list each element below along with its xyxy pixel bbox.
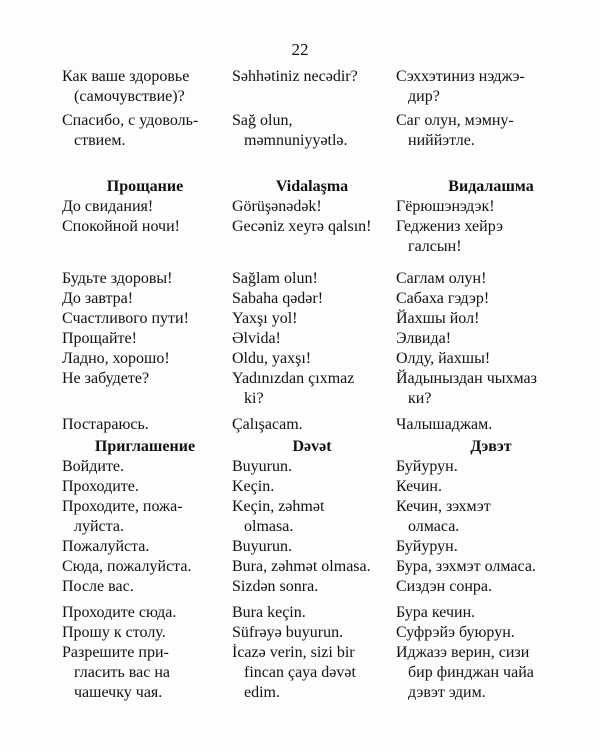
phrase-row — [0, 664, 600, 684]
phrase-row — [0, 88, 600, 108]
phrase-row — [0, 458, 600, 478]
transliteration: Буйурун. — [396, 458, 458, 475]
azerbaijani-phrase: Sizdən sonra. — [232, 578, 319, 595]
transliteration: Кечин. — [396, 478, 442, 495]
transliteration: дир? — [408, 88, 440, 105]
heading-russian: Приглашение — [94, 438, 196, 455]
transliteration: Бура, зэхмэт олмаса. — [396, 558, 536, 575]
russian-phrase: Не забудете? — [62, 370, 150, 387]
phrase-row — [0, 112, 600, 132]
azerbaijani-phrase: Sabaha qədər! — [232, 290, 324, 307]
phrase-row — [0, 68, 600, 88]
phrase-row — [0, 218, 600, 238]
azerbaijani-phrase: Bura keçin. — [232, 604, 306, 621]
phrase-row — [0, 198, 600, 218]
azerbaijani-phrase: Süfrəyə buyurun. — [232, 624, 344, 641]
transliteration: Саг олун, мэмну- — [396, 112, 514, 129]
azerbaijani-phrase: Yaxşı yol! — [232, 310, 298, 327]
phrase-row — [0, 498, 600, 518]
transliteration: Элвида! — [396, 330, 452, 347]
phrase-row — [0, 538, 600, 558]
farewell-section — [0, 178, 600, 436]
russian-phrase: Проходите сюда. — [62, 604, 177, 621]
azerbaijani-phrase: Keçin. — [232, 478, 275, 495]
transliteration: Кечин, зэхмэт — [396, 498, 491, 515]
azerbaijani-phrase: Buyurun. — [232, 458, 292, 475]
transliteration: дэвэт эдим. — [408, 684, 486, 701]
transliteration: бир финджан чайа — [408, 664, 534, 681]
azerbaijani-phrase: Gecəniz xeyrə qalsın! — [232, 218, 372, 235]
russian-phrase: Проходите, пожа- — [62, 498, 183, 515]
phrase-row — [0, 238, 600, 258]
phrase-row — [0, 330, 600, 350]
azerbaijani-phrase: olmasa. — [244, 518, 294, 535]
russian-phrase: Сюда, пожалуйста. — [62, 558, 192, 575]
phrase-row — [0, 478, 600, 498]
azerbaijani-phrase: Görüşənədək! — [232, 198, 322, 215]
phrase-row — [0, 604, 600, 624]
russian-phrase: Разрешите при- — [62, 644, 169, 661]
azerbaijani-phrase: məmnuniyyətlə. — [244, 132, 348, 149]
phrase-row — [0, 644, 600, 664]
azerbaijani-phrase: ki? — [244, 390, 264, 407]
phrase-row — [0, 558, 600, 578]
phrase-row — [0, 518, 600, 538]
transliteration: ниййэтле. — [408, 132, 475, 149]
transliteration: Йадыныздан чыхмаз — [396, 370, 537, 387]
heading-transliteration: Видалашма — [448, 178, 534, 195]
section-headings — [0, 438, 600, 458]
russian-phrase: Проходите. — [62, 478, 139, 495]
phrase-row — [0, 578, 600, 598]
russian-phrase: чашечку чая. — [74, 684, 163, 701]
azerbaijani-phrase: Səhhətiniz necədir? — [232, 68, 358, 85]
russian-phrase: (самочувствие)? — [74, 88, 185, 105]
azerbaijani-phrase: Sağlam olun! — [232, 270, 318, 287]
phrase-row — [0, 310, 600, 330]
russian-phrase: Спасибо, с удоволь- — [62, 112, 199, 129]
azerbaijani-phrase: Buyurun. — [232, 538, 292, 555]
russian-phrase: Спокойной ночи! — [62, 218, 180, 235]
phrase-row — [0, 350, 600, 370]
russian-phrase: Пожалуйста. — [62, 538, 150, 555]
transliteration: Сэххэтиниз нэджэ- — [396, 68, 525, 85]
russian-phrase: Войдите. — [62, 458, 125, 475]
transliteration: ки? — [408, 390, 432, 407]
russian-phrase: луйста. — [74, 518, 124, 535]
heading-azerbaijani: Dəvət — [292, 438, 332, 455]
transliteration: Сабаха гэдэр! — [396, 290, 490, 307]
russian-phrase: гласить вас на — [74, 664, 170, 681]
transliteration: Иджазэ верин, сизи — [396, 644, 530, 661]
azerbaijani-phrase: Sağ olun, — [232, 112, 293, 129]
phrase-row — [0, 390, 600, 410]
phrase-row — [0, 624, 600, 644]
transliteration: Сиздэн сонра. — [396, 578, 492, 595]
azerbaijani-phrase: Əlvida! — [232, 330, 281, 347]
russian-phrase: До завтра! — [62, 290, 134, 307]
transliteration: Саглам олун! — [396, 270, 487, 287]
russian-phrase: Постараюсь. — [62, 416, 149, 433]
heading-transliteration: Дэвэт — [470, 438, 512, 455]
heading-russian: Прощание — [106, 178, 184, 195]
azerbaijani-phrase: İcazə verin, sizi bir — [232, 644, 355, 661]
transliteration: Буйурун. — [396, 538, 458, 555]
azerbaijani-phrase: fincan çaya dəvət — [244, 664, 356, 681]
russian-phrase: Прошу к столу. — [62, 624, 166, 641]
phrase-row — [0, 684, 600, 704]
transliteration: галсын! — [408, 238, 462, 255]
russian-phrase: Как ваше здоровье — [62, 68, 190, 85]
azerbaijani-phrase: Bura, zəhmət olmasa. — [232, 558, 371, 575]
transliteration: Суфрэйэ буюрун. — [396, 624, 515, 641]
azerbaijani-phrase: Çalışacam. — [232, 416, 303, 433]
russian-phrase: До свидания! — [62, 198, 154, 215]
section-headings — [0, 178, 600, 198]
russian-phrase: Счастливого пути! — [62, 310, 189, 327]
azerbaijani-phrase: Oldu, yaxşı! — [232, 350, 312, 367]
russian-phrase: После вас. — [62, 578, 134, 595]
russian-phrase: Прощайте! — [62, 330, 137, 347]
transliteration: Йахшы йол! — [396, 310, 480, 327]
transliteration: Гёрюшэнэдэк! — [396, 198, 495, 215]
transliteration: Геджениз хейрэ — [396, 218, 503, 235]
phrase-row — [0, 270, 600, 290]
heading-azerbaijani: Vidalaşma — [275, 178, 349, 195]
page-number: 22 — [291, 40, 309, 59]
transliteration: Олду, йахшы! — [396, 350, 491, 367]
intro-block — [0, 68, 600, 152]
azerbaijani-phrase: Keçin, zəhmət — [232, 498, 325, 515]
azerbaijani-phrase: Yadınızdan çıxmaz — [232, 370, 355, 387]
phrase-row — [0, 370, 600, 390]
invitation-section — [0, 438, 600, 704]
phrase-row — [0, 416, 600, 436]
transliteration: Бура кечин. — [396, 604, 476, 621]
transliteration: Чалышаджам. — [396, 416, 493, 433]
phrase-row — [0, 132, 600, 152]
russian-phrase: Ладно, хорошо! — [62, 350, 170, 367]
transliteration: олмаса. — [408, 518, 460, 535]
phrase-row — [0, 290, 600, 310]
russian-phrase: ствием. — [74, 132, 126, 149]
azerbaijani-phrase: edim. — [244, 684, 280, 701]
russian-phrase: Будьте здоровы! — [62, 270, 173, 287]
